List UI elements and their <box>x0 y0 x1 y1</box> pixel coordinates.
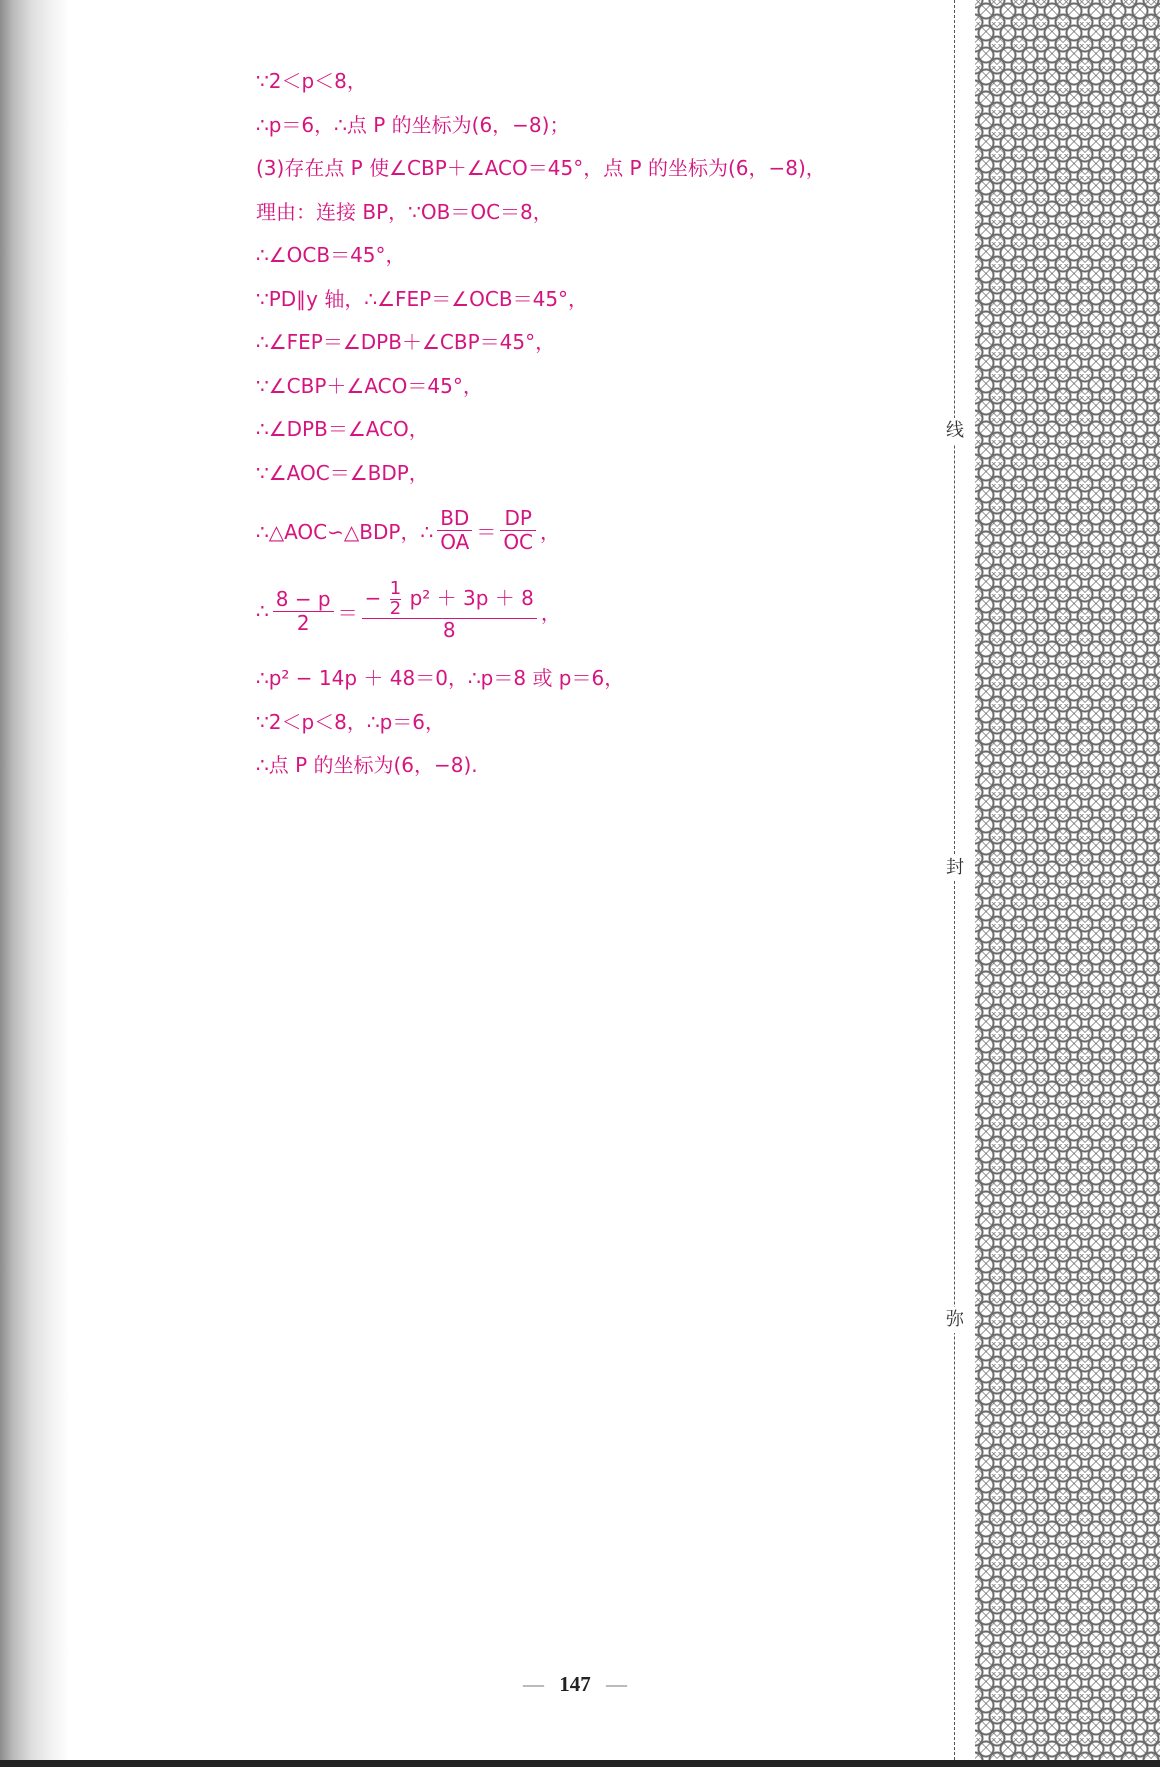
fraction-denominator: OA <box>440 529 470 554</box>
solution-line-2: ∴p＝6，∴点 P 的坐标为(6，−8)； <box>256 112 570 137</box>
margin-label-close: 弥 <box>943 1307 967 1333</box>
fraction-denominator: 2 <box>389 597 402 619</box>
page-number-value: 147 <box>559 1672 591 1696</box>
solution-line-8: ∵∠CBP＋∠ACO＝45°， <box>256 373 483 398</box>
fraction-numerator <box>362 577 537 619</box>
fraction-bd-oa <box>437 507 472 554</box>
equation-prefix: ∴ <box>256 599 269 623</box>
book-spine-shadow <box>0 0 70 1760</box>
fraction-numerator: 1 <box>389 577 402 599</box>
solution-line-5: ∴∠OCB＝45°， <box>256 243 406 267</box>
solution-text <box>256 60 896 788</box>
similar-prefix: ∴△AOC∽△BDP，∴ <box>256 519 434 544</box>
closing-line-2: ∵2＜p＜8，∴p＝6， <box>256 709 446 734</box>
fraction-denominator: 8 <box>442 618 456 643</box>
equals-sign: ＝ <box>476 519 497 544</box>
polynomial-terms: p² ＋ 3p ＋ 8 <box>409 585 534 610</box>
solution-line-7: ∴∠FEP＝∠DPB＋∠CBP＝45°， <box>256 330 556 354</box>
page-number <box>500 1672 650 1697</box>
solution-line-3: (3)存在点 P 使∠CBP＋∠ACO＝45°，点 P 的坐标为(6，−8)， <box>256 156 826 180</box>
margin-label-seal: 封 <box>943 855 967 881</box>
solution-line-9: ∴∠DPB＝∠ACO， <box>256 417 429 441</box>
page-dash-left: — <box>523 1672 544 1696</box>
equation-line <box>256 565 896 657</box>
fraction-numerator: DP <box>504 505 532 530</box>
decorative-pattern-border <box>975 0 1160 1760</box>
fraction-numerator: 8 − p <box>275 586 331 611</box>
solution-line-10: ∵∠AOC＝∠BDP， <box>256 460 429 485</box>
minus-sign: − <box>364 585 382 610</box>
closing-line-3: ∴点 P 的坐标为(6，−8). <box>256 753 478 777</box>
left-fraction <box>273 588 334 635</box>
right-fraction <box>362 577 537 643</box>
solution-line-6: ∵PD∥y 轴，∴∠FEP＝∠OCB＝45°， <box>256 286 589 311</box>
fraction-denominator: 2 <box>296 610 310 635</box>
solution-line-4: 理由：连接 BP，∵OB＝OC＝8， <box>256 199 553 224</box>
page-dash-right: — <box>606 1672 627 1696</box>
fraction-denominator: OC <box>503 529 534 554</box>
closing-line-1: ∴p² − 14p ＋ 48＝0，∴p＝8 或 p＝6， <box>256 666 625 690</box>
bottom-edge-bar <box>0 1760 1160 1767</box>
solution-line-1: ∵2＜p＜8， <box>256 69 367 93</box>
half-fraction <box>389 577 402 619</box>
fraction-numerator: BD <box>440 505 470 530</box>
margin-label-line: 线 <box>943 418 967 444</box>
similar-suffix: ， <box>540 519 561 544</box>
equation-suffix: ， <box>540 600 561 625</box>
equals-sign: ＝ <box>337 600 358 625</box>
fraction-dp-oc <box>500 507 536 554</box>
similar-triangles-line <box>256 495 896 565</box>
